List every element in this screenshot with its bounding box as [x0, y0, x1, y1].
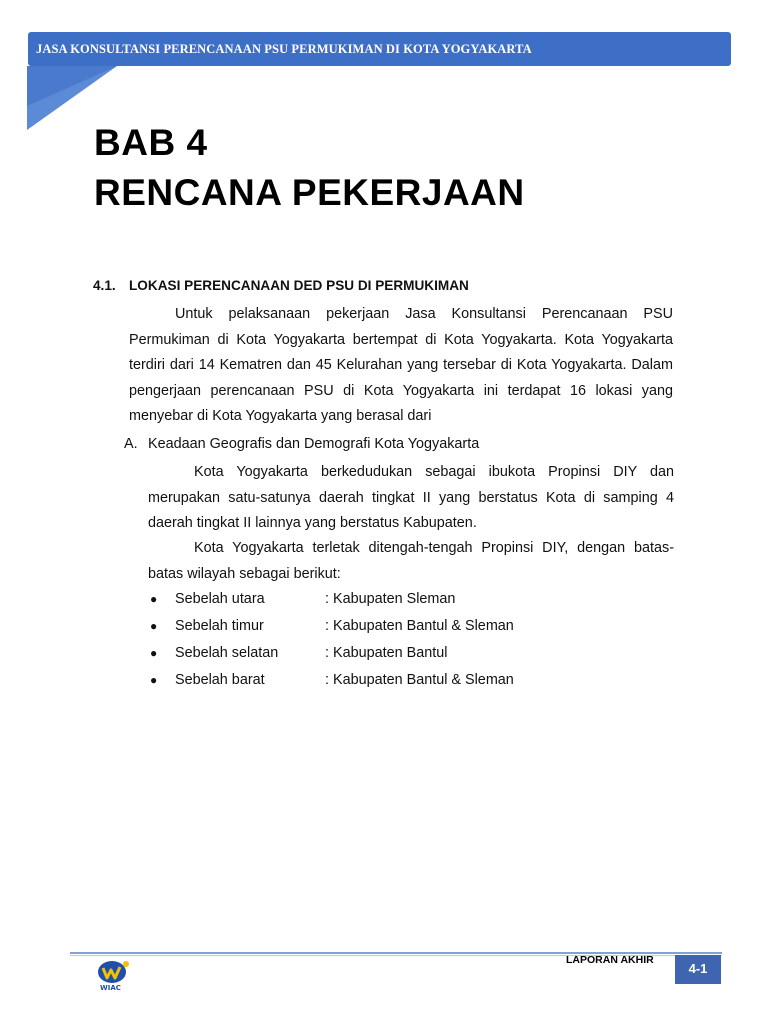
chapter-number: BAB 4: [94, 122, 208, 163]
subsection-paragraph-1: Kota Yogyakarta berkedudukan sebagai ibukota Propinsi DIY dan merupakan satu-satunya daerah tingkat II yang berstatus Kota di samping 4 daerah tingkat II lainnya yang berstatus Kabupaten.: [148, 464, 674, 531]
border-label: Sebelah barat: [175, 672, 265, 688]
subsection-title: Keadaan Geografis dan Demografi Kota Yogyakarta: [148, 436, 480, 452]
border-label: Sebelah timur: [175, 618, 264, 634]
page-number-badge: [675, 955, 721, 984]
svg-text:WIAC: WIAC: [100, 984, 121, 992]
border-value: : Kabupaten Bantul & Sleman: [325, 672, 514, 688]
bullet-icon: ●: [150, 646, 158, 660]
bullet-icon: ●: [150, 673, 158, 687]
border-value: : Kabupaten Sleman: [325, 591, 456, 607]
border-label: Sebelah selatan: [175, 645, 279, 661]
bullet-icon: ●: [150, 592, 158, 606]
list-item: [150, 669, 514, 696]
chapter-title: RENCANA PEKERJAAN: [94, 172, 525, 213]
border-value: : Kabupaten Bantul & Sleman: [325, 618, 514, 634]
header-title: JASA KONSULTANSI PERENCANAAN PSU PERMUKIMAN DI KOTA YOGYAKARTA: [36, 42, 532, 56]
section-paragraph: Untuk pelaksanaan pekerjaan Jasa Konsultansi Perencanaan PSU Permukiman di Kota Yogyakarta bertempat di Kota Yogyakarta. Kota Yogyakarta terdiri dari 14 Kematren dan 45 Kelurahan yang tersebar di Kota Yogyakarta. Dalam pengerjaan perencanaan PSU di Kota Yogyakarta ini terdapat 16 lokasi yang menyebar di Kota Yogyakarta yang berasal dari: [129, 306, 673, 424]
border-list: [150, 588, 514, 696]
bullet-icon: ●: [150, 619, 158, 633]
list-item: [150, 588, 514, 615]
footer-report-label: LAPORAN AKHIR: [566, 954, 654, 966]
header-bar: [28, 32, 731, 66]
list-item: [150, 615, 514, 642]
border-value: : Kabupaten Bantul: [325, 645, 448, 661]
list-item: [150, 642, 514, 669]
section-heading: [93, 278, 469, 293]
section-number: 4.1.: [93, 278, 116, 293]
header-corner-triangle: [27, 66, 117, 130]
wiac-logo-icon: [94, 958, 134, 992]
subsection-heading: [124, 436, 479, 452]
border-label: Sebelah utara: [175, 591, 265, 607]
subsection-letter: A.: [124, 436, 138, 452]
page-number: 4-1: [688, 961, 708, 976]
subsection-paragraph-2: Kota Yogyakarta terletak ditengah-tengah Propinsi DIY, dengan batas-batas wilayah sebagai berikut:: [148, 540, 674, 582]
section-title: LOKASI PERENCANAAN DED PSU DI PERMUKIMAN: [129, 278, 469, 293]
